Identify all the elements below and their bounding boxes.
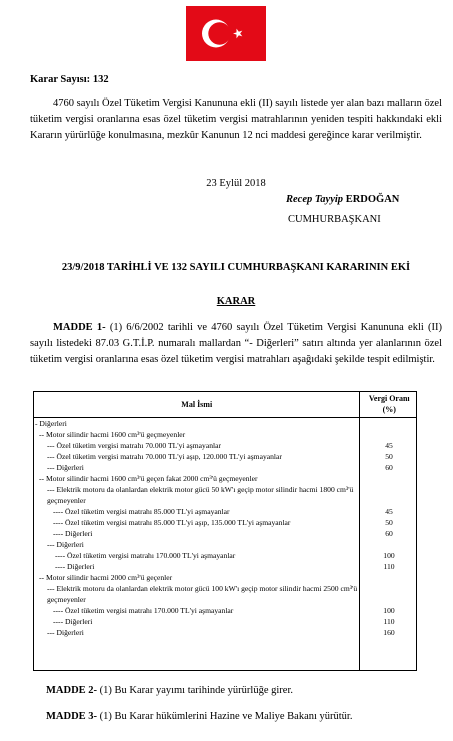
tax-rate-cell: 50 [385,518,393,527]
article-2-label: MADDE 2- [46,685,98,696]
decision-number-label: Karar Sayısı: [30,74,91,85]
table-row [33,473,417,484]
item-name-cell: ---- Özel tüketim vergisi matrahı 170.000 TL'yi aşmayanlar [55,551,236,560]
table-row [33,539,417,550]
table-header-row [33,391,417,418]
item-name-cell: --- Elektrik motoru da olanlardan elektrik motor gücü 50 kW'ı geçip motor silindir hacmi 1800 cm³'ü geçmeyenler [47,485,354,505]
article-3-text: (1) Bu Karar hükümlerini Hazine ve Maliye Bakanı yürütür. [99,711,353,722]
table-row [33,418,417,430]
item-name-cell: -- Motor silindir hacmi 1600 cm³'ü geçen fakat 2000 cm³'ü geçmeyenler [39,474,258,483]
tax-rate-cell [359,429,417,440]
table-row [33,550,417,561]
rates-table [33,391,417,638]
article-3 [46,709,442,725]
table-row [33,561,417,572]
tax-rate-cell: 60 [385,529,393,538]
rates-table-body [33,418,417,639]
article-1-text: (1) 6/6/2002 tarihli ve 4760 sayılı Özel Tüketim Vergisi Kanununa ekli (II) sayılı listedeki 87.03 G.T.İ.P. numaralı mallardan “- Diğerleri” satırı altında yer alanlarının özel tüketim vergisi oranlarına esas özel tüketim vergisi matrahları aşağıdaki şekilde tespit edilmiştir. [30,322,442,365]
tax-rate-cell [359,583,417,605]
item-name-cell: --- Diğerleri [47,463,84,472]
table-row [33,528,417,539]
table-row [33,616,417,627]
item-name-cell: -- Motor silindir hacmi 2000 cm³'ü geçenler [39,573,173,582]
annex-title: 23/9/2018 TARİHLİ VE 132 SAYILI CUMHURBAŞKANI KARARININ EKİ [61,262,411,273]
table-row [33,572,417,583]
item-name-cell: --- Elektrik motoru da olanlardan elektrik motor gücü 100 kW'ı geçip motor silindir hacmi 2500 cm³'ü geçmeyenler [47,584,358,604]
column-header-item: Mal İsmi [33,391,359,418]
table-row [33,506,417,517]
signatory-name [286,192,446,208]
karar-heading: KARAR [216,296,256,307]
table-row [33,440,417,451]
tax-rate-cell [359,418,417,430]
tax-rate-cell [359,484,417,506]
column-header-rate: Vergi Oranı (%) [359,391,417,418]
table-row [33,429,417,440]
article-1 [30,320,442,368]
tax-rate-cell: 110 [383,562,395,571]
item-name-cell: ---- Diğerleri [55,562,95,571]
article-2-text: (1) Bu Karar yayımı tarihinde yürürlüğe girer. [99,685,293,696]
table-row [33,451,417,462]
table-row [33,583,417,605]
tax-rate-cell: 100 [383,606,395,615]
item-name-cell: --- Diğerleri [47,628,84,637]
item-name-cell: --- Diğerleri [47,540,84,549]
decision-number [30,72,442,88]
signatory-surname: ERDOĞAN [345,194,400,205]
decision-number-value: 132 [92,74,109,85]
item-name-cell: ---- Diğerleri [53,529,93,538]
tax-rate-cell [359,473,417,484]
table-row [33,484,417,506]
signatory-first-name: Recep Tayyip [286,194,344,205]
tax-rate-cell [359,572,417,583]
tax-rate-cell: 50 [385,452,393,461]
table-row [33,517,417,528]
item-name-cell: -- Motor silindir hacmi 1600 cm³'ü geçmeyenler [39,430,186,439]
article-3-label: MADDE 3- [46,711,98,722]
table-row [33,605,417,616]
table-row [33,462,417,473]
item-name-cell: - Diğerleri [35,419,67,428]
tax-rate-cell: 45 [385,507,393,516]
tax-rate-cell: 160 [383,628,395,637]
item-name-cell: ---- Özel tüketim vergisi matrahı 170.000 TL'yi aşmayanlar [53,606,234,615]
decision-date: 23 Eylül 2018 [206,178,266,189]
item-name-cell: ---- Özel tüketim vergisi matrahı 85.000 TL'yi aşmayanlar [53,507,230,516]
tax-rate-cell [359,539,417,550]
item-name-cell: ---- Özel tüketim vergisi matrahı 85.000 TL'yi aşıp, 135.000 TL'yi aşmayanlar [53,518,291,527]
item-name-cell: --- Özel tüketim vergisi matrahı 70.000 TL'yi aşmayanlar [47,441,222,450]
article-1-label: MADDE 1- [53,322,106,333]
table-row [33,627,417,638]
turkish-flag-icon [186,6,266,61]
tax-rate-cell: 110 [383,617,395,626]
item-name-cell: ---- Diğerleri [53,617,93,626]
tax-rate-cell: 60 [385,463,393,472]
article-2 [46,683,442,699]
preamble: 4760 sayılı Özel Tüketim Vergisi Kanununa ekli (II) sayılı listede yer alan bazı malların özel tüketim vergisi oranlarına esas özel tüketim vergisi matrahlarının yeniden tespiti hakkındaki ekli Kararın yürürlüğe konulmasına, mezkûr Kanunun 12 nci maddesi gereğince karar verilmiştir. [30,98,442,141]
tax-rate-cell: 45 [385,441,393,450]
signatory-title: CUMHURBAŞKANI [288,214,381,225]
tax-rate-cell: 100 [383,551,395,560]
item-name-cell: --- Özel tüketim vergisi matrahı 70.000 TL'yi aşıp, 120.000 TL'yi aşmayanlar [47,452,282,461]
